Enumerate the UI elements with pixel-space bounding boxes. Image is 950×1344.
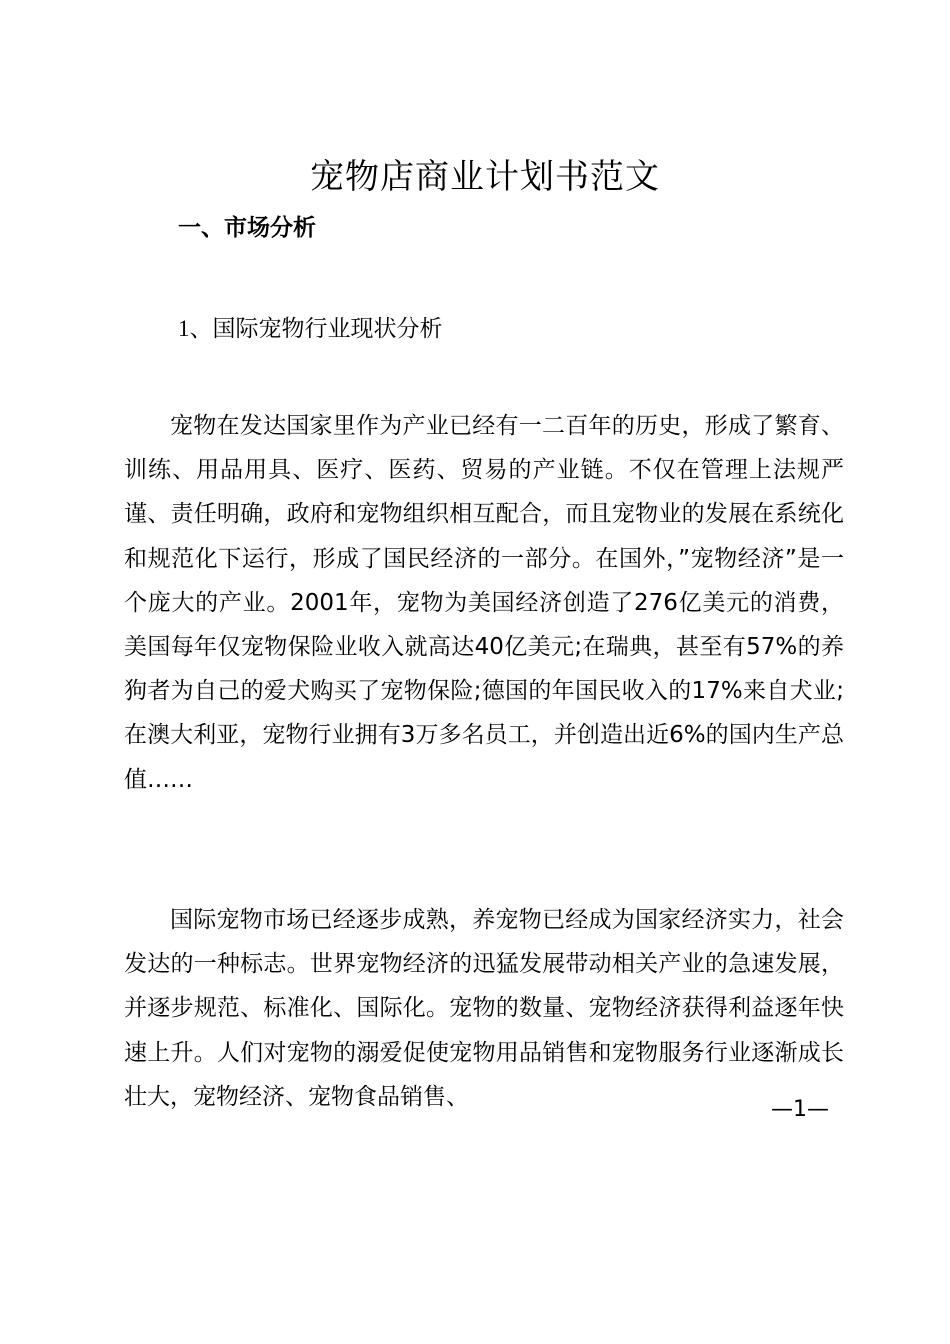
subsection-heading: [178, 311, 443, 347]
body-paragraph-2: 国际宠物市场已经逐步成熟，养宠物已经成为国家经济实力，社会发达的一种标志。世界宠物经济的迅猛发展带动相关产业的急速发展，并逐步规范、标准化、国际化。宠物的数量、宠物经济获得利益逐年快速上升。人们对宠物的溺爱促使宠物用品销售和宠物服务行业逐渐成长壮大，宠物经济、宠物食品销售、: [124, 907, 844, 1110]
subsection-title: 、国际宠物行业现状分析: [189, 316, 443, 342]
body-paragraph-1: 宠物在发达国家里作为产业已经有一二百年的历史，形成了繁育、训练、用品用具、医疗、医药、贸易的产业链。不仅在管理上法规严谨、责任明确，政府和宠物组织相互配合，而且宠物业的发展在系统化和规范化下运行，形成了国民经济的一部分。在国外，”宠物经济”是一个庞大的产业。2001年，宠物为美国经济创造了276亿美元的消费，美国每年仅宠物保险业收入就高达40亿美元;在瑞典，甚至有57%的养狗者为自己的爱犬购买了宠物保险;德国的年国民收入的17%来自犬业;在澳大利亚，宠物行业拥有3万多名员工，并创造出近6%的国内生产总值……: [124, 413, 844, 793]
subsection-number: 1: [178, 316, 190, 341]
section-heading: 一、市场分析: [178, 215, 316, 241]
document-title: 宠物店商业计划书范文: [310, 157, 660, 197]
page-number: —1—: [771, 1097, 829, 1122]
